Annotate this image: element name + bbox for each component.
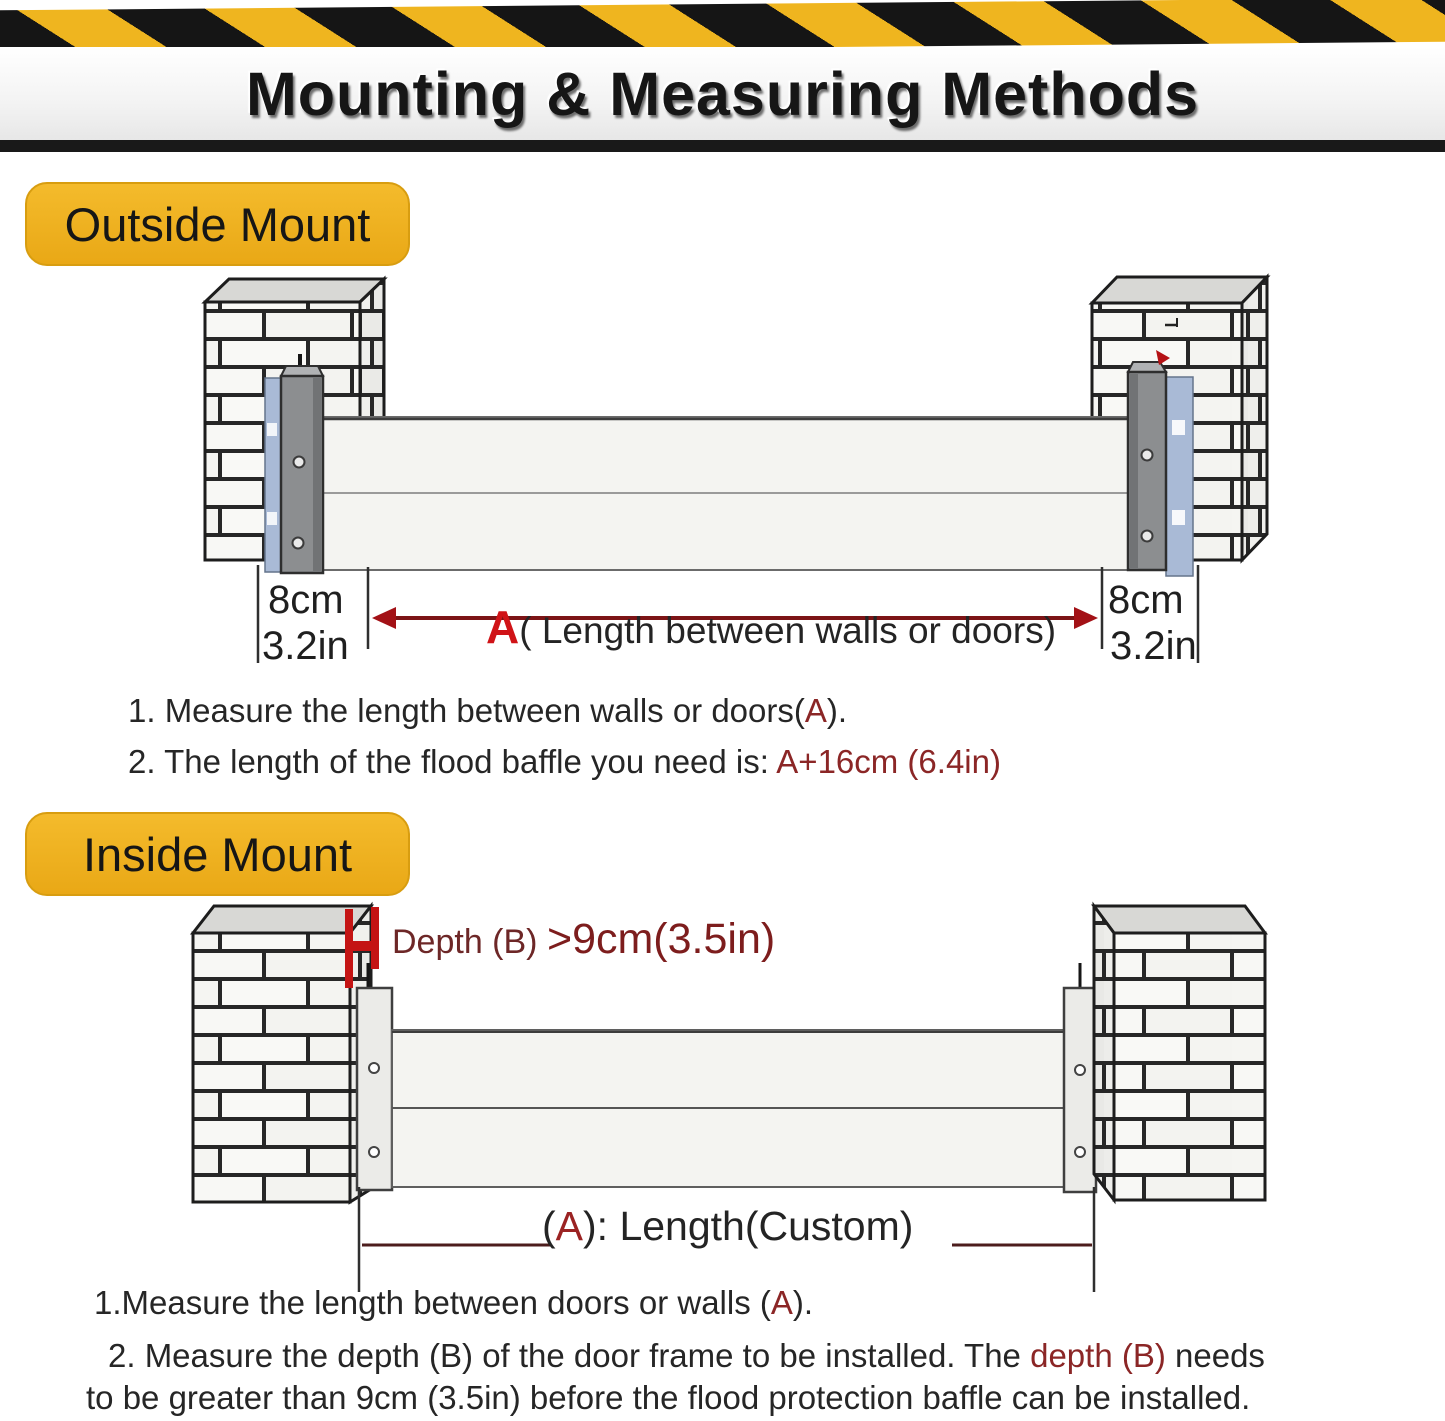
brick-pillar-left-inside xyxy=(193,906,371,1202)
inside-bracket-right xyxy=(1064,963,1096,1192)
outside-step-1: 1. Measure the length between walls or doors(A). xyxy=(128,692,848,729)
inside-mount-label: Inside Mount xyxy=(82,827,353,881)
flood-barrier-panels-inside xyxy=(392,1030,1064,1187)
brick-pillar-right-inside xyxy=(1094,906,1265,1200)
flood-barrier-panels xyxy=(322,417,1130,570)
outside-step-2: 2. The length of the flood baffle you need is: A+16cm (6.4in) xyxy=(128,743,1001,780)
inside-step-1: 1.Measure the length between doors or walls (A). xyxy=(94,1284,814,1321)
mount-bracket-left xyxy=(265,354,323,573)
inside-step-2: 2. Measure the depth (B) of the door frame to be installed. The depth (B) needs xyxy=(108,1337,1265,1374)
title-band xyxy=(0,47,1445,140)
length-between-walls-label: A( Length between walls or doors) xyxy=(486,601,1057,653)
dim-right-cm: 8cm xyxy=(1108,578,1184,622)
page-title: Mounting & Measuring Methods xyxy=(245,59,1200,128)
letter-a: A xyxy=(486,601,520,653)
inside-mount-tag xyxy=(25,812,410,896)
dim-left-in: 3.2in xyxy=(262,624,349,668)
arrowhead-right-icon xyxy=(1074,607,1098,629)
outside-mount-label: Outside Mount xyxy=(64,197,371,251)
inside-step-3: to be greater than 9cm (3.5in) before the flood protection baffle can be installed. xyxy=(86,1379,1251,1416)
dim-right-in: 3.2in xyxy=(1110,624,1197,668)
outside-mount-tag xyxy=(25,182,410,266)
arrowhead-left-icon xyxy=(372,607,396,629)
inside-bracket-left xyxy=(357,963,392,1190)
dim-left-cm: 8cm xyxy=(268,578,344,622)
depth-label: Depth (B) >9cm(3.5in) xyxy=(392,915,776,963)
length-custom-label: (A): Length(Custom) xyxy=(542,1203,914,1249)
header-divider xyxy=(0,140,1445,152)
